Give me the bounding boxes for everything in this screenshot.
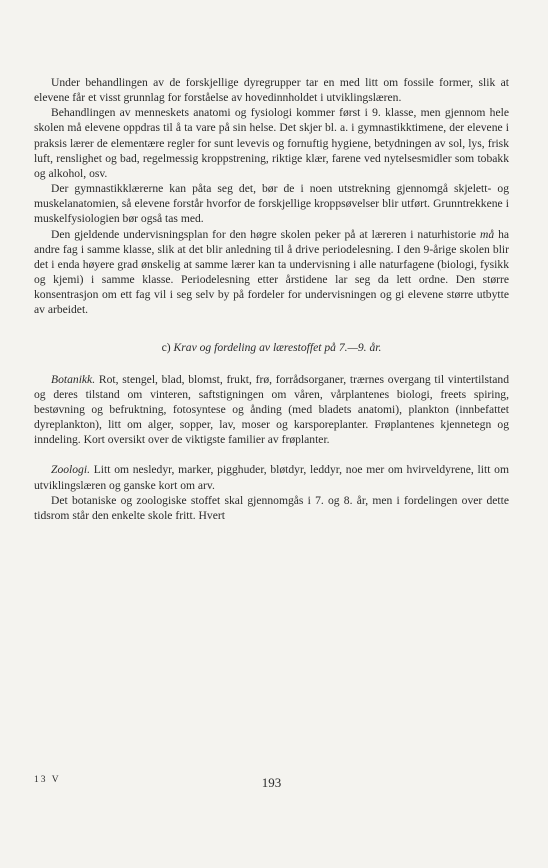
emphasis-ma: må [479, 227, 495, 241]
paragraph-teaching-plan [34, 227, 509, 318]
zoologi-text: Litt om nesledyr, marker, pigghuder, bløtdyr, leddyr, noe mer om hvirveldyrene, litt om utviklingslæren og ganske kort om arv. [34, 463, 509, 492]
paragraph-botanikk [34, 372, 509, 448]
paragraph-zoologi [34, 462, 509, 492]
botanikk-label: Botanikk. [51, 372, 96, 386]
paragraph-distribution: Det botaniske og zoologiske stoffet skal gjennomgås i 7. og 8. år, men i fordelingen over dette tidsrom står den enkelte skole fritt. Hvert [34, 493, 509, 522]
section-heading-text: Krav og fordeling av lærestoffet på 7.—9. år. [173, 340, 382, 354]
paragraph-anatomy: Behandlingen av menneskets anatomi og fysiologi kommer først i 9. klasse, men gjennom hele skolen må elevene oppdras til å ta vare på sin helse. Det skjer bl. a. i gymnastikktimene, der elevene i praksis lærer de elementære regler for sunt levevis og fornuftig hygiene, betydningen av sol, lys, frisk luft, renslighet og bad, regelmessig kroppstrening, riktige klær, farene ved nytelsesmidler som tobakk og alkohol, osv. [34, 106, 509, 180]
botanikk-text: Rot, stengel, blad, blomst, frukt, frø, forrådsorganer, trærnes overgang til vintertilstand og deres tilstand om vinteren, saftstigningen om våren, vårplantenes biologi, freets spiring, bestøvning og befruktning, fotosyntese og ånding (med bladets anatomi), plankton (innbefattet dyreplankton), litt om alger, sopper, lav, moser og karsporeplanter. Frøplantenes kjennetegn og inndeling. Kort oversikt over de viktigste familier av frøplanter. [34, 372, 509, 447]
page-body [34, 75, 509, 523]
section-heading [34, 340, 509, 355]
paragraph-fossils: Under behandlingen av de forskjellige dyregrupper tar en med litt om fossile former, slik at elevene får et visst grunnlag for forståelse av hovedinnholdet i utviklingslæren. [34, 76, 509, 105]
paragraph-gap [34, 447, 509, 462]
zoologi-label: Zoologi. [51, 463, 90, 477]
teaching-plan-text-a: Den gjeldende undervisningsplan for den høgre skolen peker på at læreren i naturhistorie [51, 227, 480, 241]
paragraph-gymnastics: Der gymnastikklærerne kan påta seg det, bør de i noen utstrekning gjennomgå skjelett- og muskelanatomien, så elevene forstår hvorfor de forskjellige kroppsøvelser blir utført. Grunntrekkene i muskelfysiologien bør også tas med. [34, 182, 509, 226]
teaching-plan-text-b: ha andre fag i samme klasse, slik at det blir anledning til å drive periodelesning. I den 9-årige skolen blir det i enda høyere grad ønskelig at samme lærer kan ta undervisning i alle naturfagene (biologi, fysikk og kjemi) i samme klasse. Periodelesning etter årstidene lar seg da lett ordne. Den større konsentrasjon om ett fag vil i seg selv by på fordeler for undervisningen og gi elevene større utbytte av arbeidet. [34, 227, 510, 317]
section-heading-label: c) [161, 340, 171, 354]
printer-signature: 13 V [34, 775, 61, 785]
page-number: 193 [261, 775, 282, 790]
